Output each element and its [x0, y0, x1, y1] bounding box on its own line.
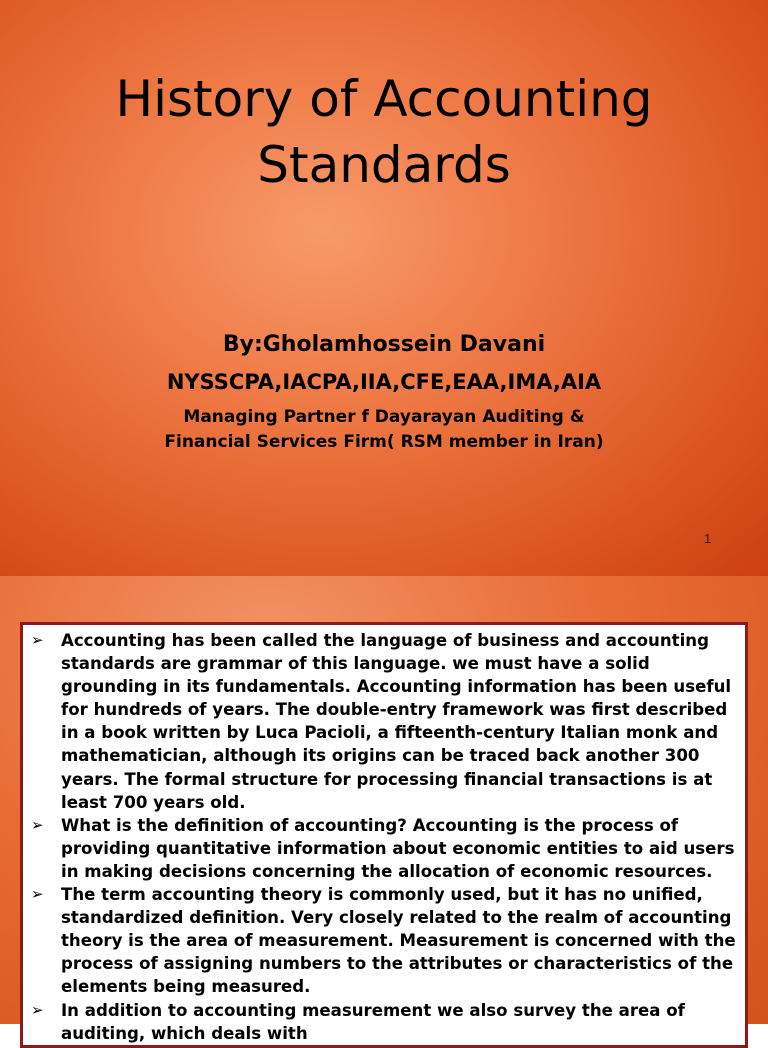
- bullet-text: In addition to accounting measurement we also survey the area of auditing, which deals with: [61, 1000, 685, 1043]
- bullet-list: [31, 629, 737, 1045]
- bullet-item: [31, 629, 737, 814]
- title-line-1: History of Accounting: [115, 70, 653, 128]
- arrow-bullet-icon: ➢: [31, 815, 44, 834]
- bullet-text: What is the definition of accounting? Accounting is the process of providing quantitative information about economic entities to aid users in making decisions concerning the allocation of economic resources.: [61, 815, 735, 881]
- bullet-item: [31, 999, 737, 1045]
- author-name: By:Gholamhossein Davani: [222, 332, 546, 357]
- bullet-item: [31, 814, 737, 883]
- author-firm: [0, 405, 768, 455]
- title-line-2: Standards: [257, 136, 511, 194]
- arrow-bullet-icon: ➢: [31, 885, 44, 904]
- page-number: 1: [704, 531, 712, 546]
- arrow-bullet-icon: ➢: [31, 1000, 44, 1019]
- author-credentials: NYSSCPA,IACPA,IIA,CFE,EAA,IMA,AIA: [166, 370, 602, 394]
- bullet-item: [31, 883, 737, 998]
- slide-title: [0, 66, 768, 198]
- content-slide: [0, 576, 768, 1043]
- firm-line-1: Managing Partner f Dayarayan Auditing &: [183, 407, 585, 427]
- bullet-text: Accounting has been called the language of business and accounting standards are grammar of this language. we must have a solid grounding in its fundamentals. Accounting information has been useful for hundreds of years. The double-entry framework was first described in a book written by Luca Pacioli, a fifteenth-century Italian monk and mathematician, although its origins can be traced back another 300 years. The formal structure for processing financial transactions is at least 700 years old.: [61, 631, 732, 812]
- firm-line-2: Financial Services Firm( RSM member in Iran): [164, 432, 604, 452]
- arrow-bullet-icon: ➢: [31, 631, 44, 649]
- content-box: [20, 622, 748, 1048]
- bullet-text: The term accounting theory is commonly used, but it has no unified, standardized definition. Very closely related to the realm of accounting theory is the area of measurement. Measurement is concerned with the process of assigning numbers to the attributes or characteristics of the elements being measured.: [61, 885, 736, 997]
